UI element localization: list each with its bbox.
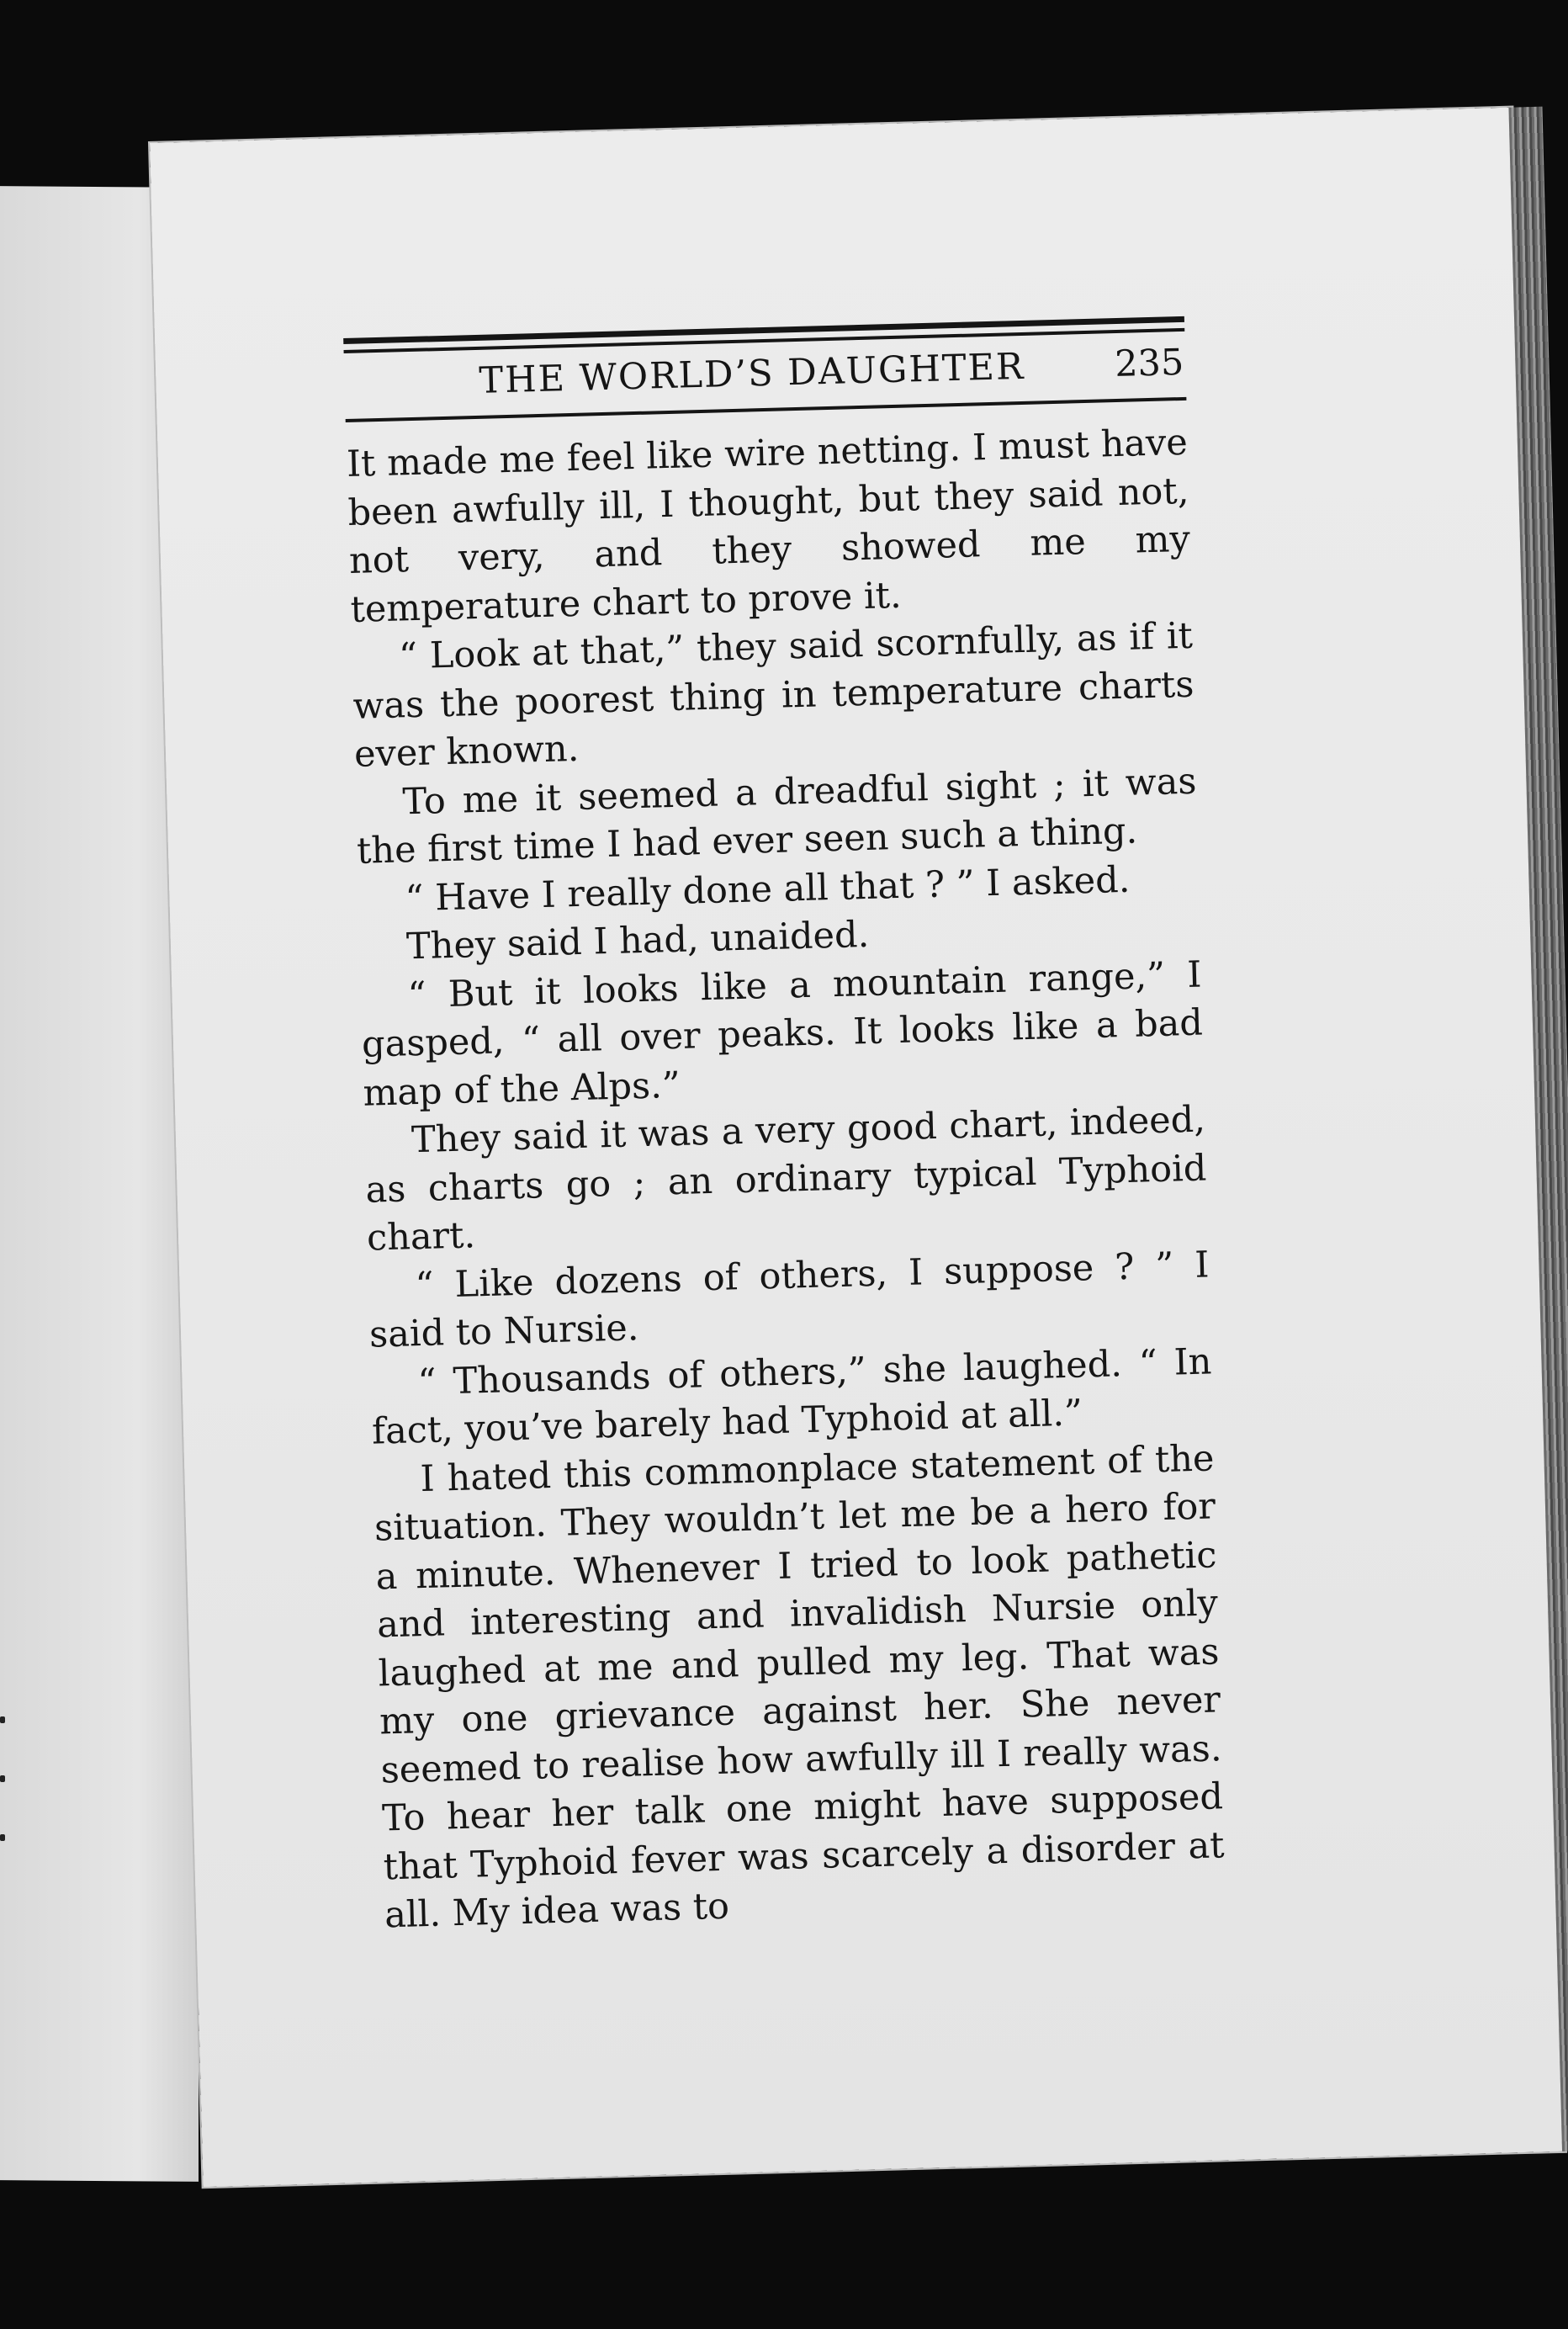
page-edge: [1508, 107, 1568, 2151]
paragraph: “ Thousands of others,” she laughed. “ In fact, you’ve barely had Typhoid at all.”: [371, 1340, 1212, 1453]
paragraph: “ Have I really done all that ? ” I asked.: [404, 858, 1131, 920]
book-page: [150, 108, 1565, 2188]
paragraph: “ Look at that,” they said scornfully, as if it was the poorest thing in temperature charts ever known.: [352, 614, 1195, 776]
paragraph: It made me feel like wire netting. I must have been awfully ill, I thought, but they said not, not very, and they showed me my temperature chart to prove it.: [346, 421, 1191, 631]
facing-page-marks: [0, 1716, 7, 1851]
paragraph: To me it seemed a dreadful sight ; it was the first time I had ever seen such a thing.: [356, 760, 1197, 873]
running-title: THE WORLD’S DAUGHTER: [478, 345, 1025, 402]
body-text: [346, 419, 1226, 1940]
paragraph: I hated this commonplace statement of the situation. They wouldn’t let me be a hero for a minute. Whenever I tried to look pathetic and interesting and invalidish Nursie only laughed at me and pulled my leg. That was my one grievance against her. She never seemed to realise how awfully ill I really was. To hear her talk one might have supposed that Typhoid fever was scarcely a disorder at all. My idea was to: [373, 1436, 1226, 1937]
paragraph: They said it was a very good chart, indeed, as charts go ; an ordinary typical Typhoid chart.: [365, 1098, 1207, 1260]
paragraph: “ But it looks like a mountain range,” I gasped, “ all over peaks. It looks like a bad map of the Alps.”: [361, 953, 1204, 1115]
page-number: 235: [1114, 341, 1184, 386]
paragraph: “ Like dozens of others, I suppose ? ” I said to Nursie.: [368, 1244, 1210, 1356]
paragraph: They said I had, unaided.: [405, 913, 870, 968]
